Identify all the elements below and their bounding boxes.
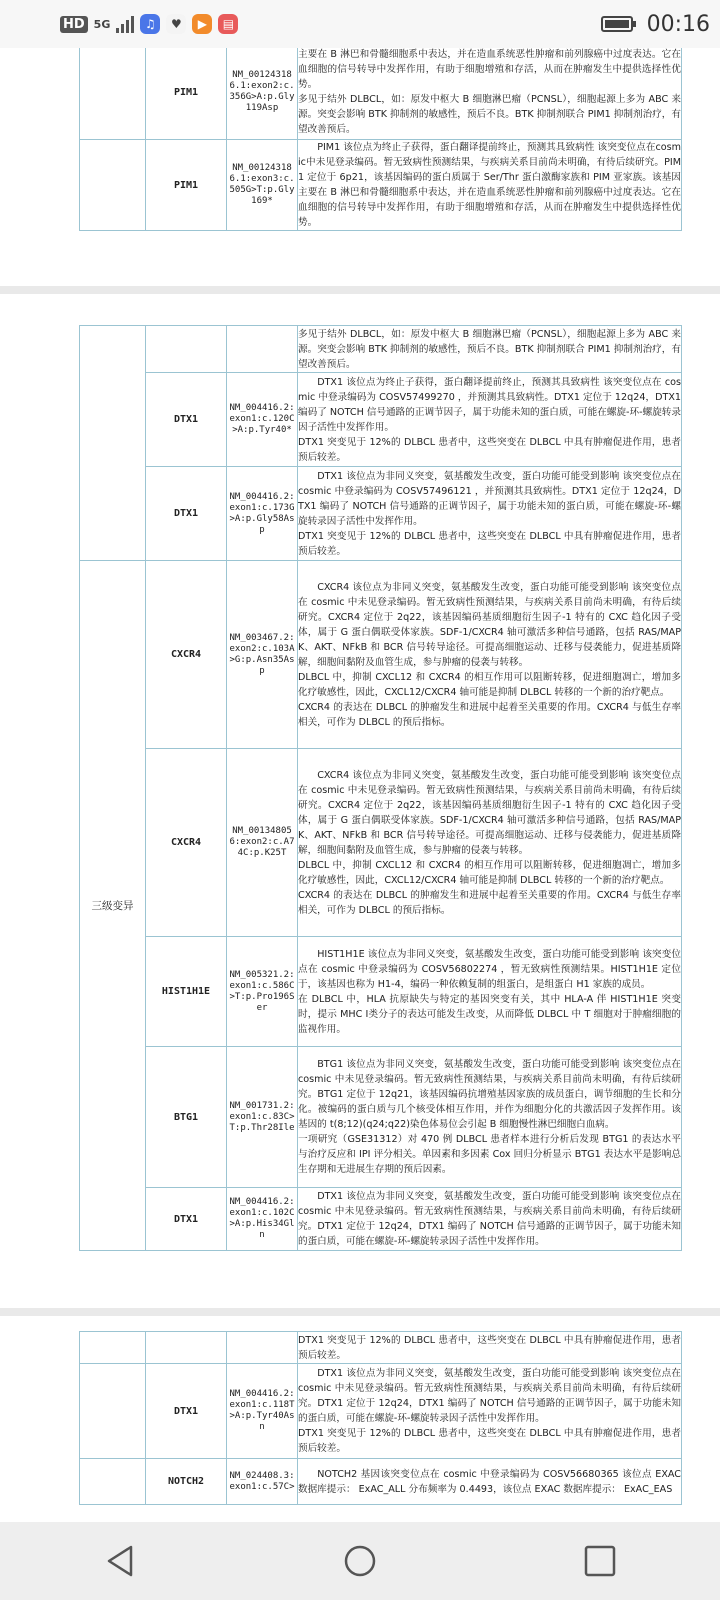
table-row [80,561,682,749]
back-icon [103,1544,137,1578]
description-paragraph: DLBCL 中，抑制 CXCL12 和 CXCR4 的相互作用可以阻断转移，促进细胞凋亡，增加多化疗敏感性，因此，CXCL12/CXCR4 轴可能是抑制 DLBCL 转移的一个新的治疗靶点。 [298,859,681,886]
recents-icon [583,1544,617,1578]
description-paragraph: DLBCL 中，抑制 CXCL12 和 CXCR4 的相互作用可以阻断转移，促进细胞凋亡，增加多化疗敏感性，因此，CXCL12/CXCR4 轴可能是抑制 DLBCL 转移的一个新的治疗靶点。 [298,671,681,698]
gene-cell [146,326,227,373]
description-paragraph: DTX1 突变见于 12%的 DLBCL 患者中，这些突变在 DLBCL 中具有肿瘤促进作用，患者预后较差。 [298,436,681,463]
variant-cell: NM_004416.2:exon1:c.102C>A:p.His34Gln [227,1188,298,1251]
description-paragraph: BTG1 该位点为非同义突变，氨基酸发生改变，蛋白功能可能受到影响 该突变位点在 cosmic 中未见登录编码。暂无致病性预测结果，与疾病关系目前尚未明确，有待后续研究。BTG1 定位于 12q21，该基因编码抗增殖基因家族的成员蛋白，调节细胞的生长和分化。被编码的蛋白质与几个核受体相互作用，并作为细胞分化的共激活因子发挥作用。该基因的 t(8;12)(q24;q22)染色体易位会引起 B 细胞慢性淋巴细胞白血病。 [298,1059,681,1130]
description-paragraph: DTX1 突变见于 12%的 DLBCL 患者中，这些突变在 DLBCL 中具有肿瘤促进作用，患者预后较差。 [298,1334,681,1361]
table-row [80,1364,682,1459]
description-paragraph: CXCR4 该位点为非同义突变，氨基酸发生改变，蛋白功能可能受到影响 该突变位点在 cosmic 中未见登录编码。暂无致病性预测结果，与疾病关系目前尚未明确，有待后续研究。CXCR4 定位于 2q22，该基因编码基质细胞衍生因子-1 特有的 CXC 趋化因子受体，属于 G 蛋白偶联受体家族。SDF-1/CXCR4 轴可激活多种信号通路，包括 RAS/MAPK、AKT、NFkB 和 BCR 信号转导途径。可提高细胞运动、迁移与侵袭能力，促进基质降解，细胞间黏附及血管生成，参与肿瘤的侵袭与转移。 [298,581,681,668]
description-paragraph: CXCR4 该位点为非同义突变，氨基酸发生改变，蛋白功能可能受到影响 该突变位点在 cosmic 中未见登录编码。暂无致病性预测结果，与疾病关系目前尚未明确，有待后续研究。CXCR4 定位于 2q22，该基因编码基质细胞衍生因子-1 特有的 CXC 趋化因子受体，属于 G 蛋白偶联受体家族。SDF-1/CXCR4 轴可激活多种信号通路，包括 RAS/MAPK、AKT、NFkB 和 BCR 信号转导途径。可提高细胞运动、迁移与侵袭能力，促进基质降解，细胞间黏附及血管生成，参与肿瘤的侵袭与转移。 [298,769,681,856]
description-paragraph: 一项研究（GSE31312）对 470 例 DLBCL 患者样本进行分析后发现 BTG1 的表达水平与治疗反应和 IPI 评分相关。单因素和多因素 Cox 回归分析显示 BTG1 表达水平是影响总生存期和无进展生存期的预后因素。 [298,1134,681,1175]
navigation-bar [0,1522,720,1600]
description-cell [298,561,682,749]
variant-cell: NM_004416.2:exon1:c.118T>A:p.Tyr40Asn [227,1364,298,1459]
hd-indicator: HD [60,16,88,33]
gene-cell: DTX1 [146,373,227,467]
variant-cell: NM_003467.2:exon2:c.103A>G:p.Asn35Asp [227,561,298,749]
variant-table [79,1331,682,1505]
gene-cell: DTX1 [146,1364,227,1459]
battery-icon [601,16,633,32]
document-page-1[interactable] [0,48,720,286]
gene-cell: DTX1 [146,467,227,561]
description-paragraph: PIM1 该位点为终止子获得，蛋白翻译提前终止，预测其具致病性 该突变位点在cosmic中未见登录编码。暂无致病性预测结果，与疾病关系目前尚未明确，有待后续研究。PIM1 定位于 6p21，该基因编码的蛋白质属于 Ser/Thr 蛋白激酶家族和 PIM 亚家族。该基因主要在 B 淋巴和骨髓细胞系中表达，并在造血系统恶性肿瘤和前列腺癌中过度表达。它在血细胞的信号转导中发挥作用，有助于细胞增殖和存活，从而在肿瘤发生中提供选择性优势。 [298,142,681,228]
table-row [80,1188,682,1251]
variant-cell: NM_005321.2:exon1:c.586C>T:p.Pro196Ser [227,937,298,1047]
description-paragraph: DTX1 该位点为非同义突变，氨基酸发生改变，蛋白功能可能受到影响 该突变位点在 cosmic 中登录编码为 COSV57496121 ，并预测其具致病性。DTX1 定位于 12q24，DTX1 编码了 NOTCH 信号通路的正调节因子，属于功能未知的蛋白质，可能在螺旋-环-螺旋转录因子活性中发挥作用。 [298,470,681,527]
table-row [80,326,682,373]
level-cell [80,1459,146,1505]
variant-cell: NM_024408.3:exon1:c.57C> [227,1459,298,1505]
description-paragraph: 主要在 B 淋巴和骨髓细胞系中表达，并在造血系统恶性肿瘤和前列腺癌中过度表达。它在血细胞的信号转导中发挥作用，有助于细胞增殖和存活，从而在肿瘤发生中提供选择性优势。 [298,49,681,90]
home-button[interactable] [240,1522,480,1600]
back-button[interactable] [0,1522,240,1600]
variant-cell: NM_004416.2:exon1:c.173G>A:p.Gly58Asp [227,467,298,561]
description-cell [298,1332,682,1364]
variant-table [79,48,682,231]
description-cell [298,1047,682,1188]
table-row [80,467,682,561]
description-cell [298,373,682,467]
note-app-icon: ▤ [218,14,238,34]
description-cell [298,467,682,561]
level-cell [80,1332,146,1364]
description-paragraph: DTX1 该位点为非同义突变，氨基酸发生改变，蛋白功能可能受到影响 该突变位点在 cosmic 中未见登录编码。暂无致病性预测结果，与疾病关系目前尚未明确，有待后续研究。DTX1 定位于 12q24，DTX1 编码了 NOTCH 信号通路的正调节因子，属于功能未知的蛋白质，可能在螺旋-环-螺旋转录因子活性中发挥作用。 [298,1368,681,1424]
gene-cell: HIST1H1E [146,937,227,1047]
level-cell [80,1364,146,1459]
description-paragraph: HIST1H1E 该位点为非同义突变，氨基酸发生改变，蛋白功能可能受到影响 该突变位点在 cosmic 中登录编码为 COSV56802274 ，暂无致病性预测结果。HIST1H1E 定位于，该基因也称为 H1-4，编码一种依赖复制的组蛋白，是组蛋白 H1 家族的成员。 [298,948,681,990]
level-cell [80,326,146,561]
table-row [80,1047,682,1188]
network-indicator: 5G [93,17,111,31]
variant-cell [227,1332,298,1364]
status-bar [0,0,720,48]
gene-cell [146,1332,227,1364]
table-row [80,1459,682,1505]
table-row [80,1332,682,1364]
description-cell [298,1459,682,1505]
table-row [80,140,682,231]
variant-cell: NM_001243186.1:exon2:c.356G>A:p.Gly119Asp [227,48,298,140]
variant-cell: NM_001348056:exon2:c.A74C:p.K25T [227,749,298,937]
variant-cell: NM_004416.2:exon1:c.120C>A:p.Tyr40* [227,373,298,467]
description-paragraph: CXCR4 的表达在 DLBCL 的肿瘤发生和进展中起着至关重要的作用。CXCR4 与低生存率相关，可作为 DLBCL 的预后指标。 [298,889,681,916]
gene-cell: CXCR4 [146,561,227,749]
description-paragraph: CXCR4 的表达在 DLBCL 的肿瘤发生和进展中起着至关重要的作用。CXCR4 与低生存率相关，可作为 DLBCL 的预后指标。 [298,701,681,728]
gene-cell: PIM1 [146,48,227,140]
video-app-icon: ▶ [192,14,212,34]
variant-cell: NM_001243186.1:exon3:c.505G>T:p.Gly169* [227,140,298,231]
gene-cell: PIM1 [146,140,227,231]
table-row [80,749,682,937]
description-cell [298,749,682,937]
variant-level-label: 三级变异 [80,561,146,1251]
description-cell [298,1188,682,1251]
variant-table [79,325,682,1251]
table-row [80,48,682,140]
clock: 00:16 [646,11,710,37]
health-app-icon: ♥ [166,14,186,34]
level-cell [80,140,146,231]
description-cell [298,937,682,1047]
music-app-icon: ♫ [140,14,160,34]
document-page-3[interactable] [0,1316,720,1522]
home-icon [343,1544,377,1578]
description-paragraph: DTX1 突变见于 12%的 DLBCL 患者中，这些突变在 DLBCL 中具有肿瘤促进作用，患者预后较差。 [298,530,681,557]
gene-cell: BTG1 [146,1047,227,1188]
description-paragraph: 多见于结外 DLBCL，如：原发中枢大 B 细胞淋巴瘤（PCNSL），细胞起源上多为 ABC 来源。突变会影响 BTK 抑制剂的敏感性，预后不良。BTK 抑制剂联合 PIM1 抑制剂治疗，有望改善预后。 [298,94,681,135]
description-cell [298,1364,682,1459]
table-row [80,937,682,1047]
level-cell [80,48,146,140]
document-page-2[interactable] [0,294,720,1308]
description-paragraph: DTX1 该位点为终止子获得，蛋白翻译提前终止，预测其具致病性 该突变位点在 cosmic 中登录编码为 COSV57499270 ，并预测其具致病性。DTX1 定位于 12q24，DTX1 编码了 NOTCH 信号通路的正调节因子，属于功能未知的蛋白质，可能在螺旋-环-螺旋转录因子活性中发挥作用。 [298,376,681,433]
description-paragraph: DTX1 突变见于 12%的 DLBCL 患者中，这些突变在 DLBCL 中具有肿瘤促进作用，患者预后较差。 [298,1428,681,1454]
gene-cell: DTX1 [146,1188,227,1251]
table-row [80,373,682,467]
variant-cell: NM_001731.2:exon1:c.83C>T:p.Thr28Ile [227,1047,298,1188]
gene-cell: NOTCH2 [146,1459,227,1505]
description-paragraph: NOTCH2 基因该突变位点在 cosmic 中登录编码为 COSV56680365 该位点 EXAC 数据库提示： ExAC_ALL 分布频率为 0.4493，该位点 EXAC 数据库提示： ExAC_EAS [298,1468,681,1495]
description-paragraph: 多见于结外 DLBCL，如：原发中枢大 B 细胞淋巴瘤（PCNSL），细胞起源上多为 ABC 来源。突变会影响 BTK 抑制剂的敏感性，预后不良。BTK 抑制剂联合 PIM1 抑制剂治疗，有望改善预后。 [298,328,681,370]
gene-cell: CXCR4 [146,749,227,937]
variant-cell [227,326,298,373]
description-paragraph: 在 DLBCL 中，HLA 抗原缺失与特定的基因突变有关，其中 HLA-A 伴 HIST1H1E 突变时，提示 MHC Ⅰ类分子的表达可能发生改变，从而降低 DLBCL 中 T 细胞对于肿瘤细胞的监视作用。 [298,993,681,1035]
description-cell [298,326,682,373]
description-cell [298,48,682,140]
recents-button[interactable] [480,1522,720,1600]
description-cell [298,140,682,231]
description-paragraph: DTX1 该位点为非同义突变，氨基酸发生改变，蛋白功能可能受到影响 该突变位点在 cosmic 中未见登录编码。暂无致病性预测结果，与疾病关系目前尚未明确，有待后续研究。DTX1 定位于 12q24，DTX1 编码了 NOTCH 信号通路的正调节因子，属于功能未知的蛋白质，可能在螺旋-环-螺旋转录因子活性中发挥作用。 [298,1191,681,1247]
signal-icon [116,15,134,33]
